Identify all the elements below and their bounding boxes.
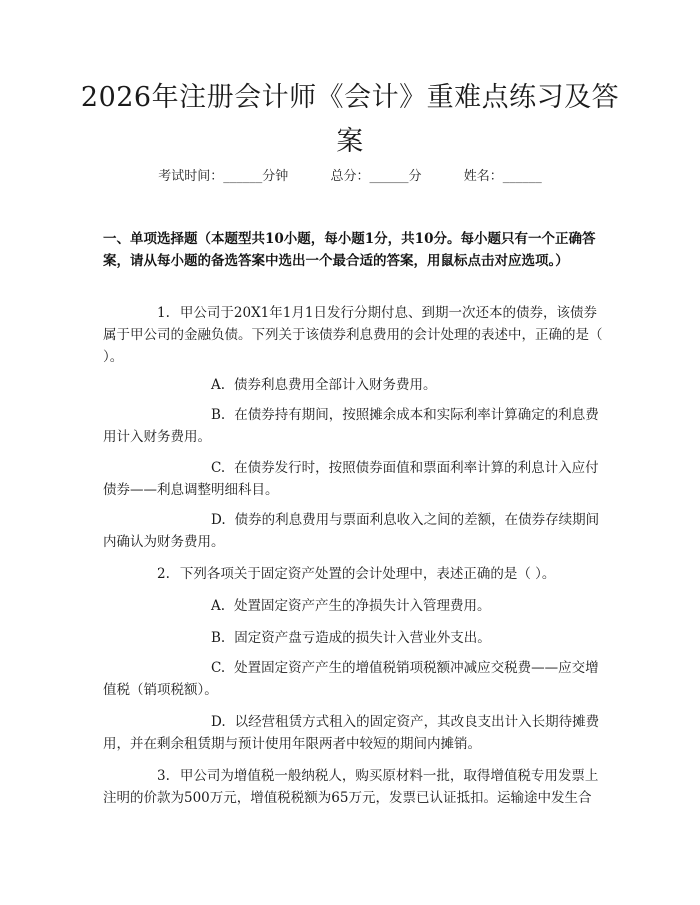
option-text: 在债券持有期间，按照摊余成本和实际利率计算确定的利息费用计入财务费用。 xyxy=(103,407,599,445)
option-letter: B. xyxy=(211,407,226,423)
option-text: 处置固定资产产生的增值税销项税额冲减应交税费——应交增值税（销项税额）。 xyxy=(103,660,599,698)
exam-meta xyxy=(0,167,700,187)
option-letter: C. xyxy=(211,660,226,676)
question-2-option-d[interactable] xyxy=(103,711,603,755)
title-line-1: 2026年注册会计师《会计》重难点练习及答 xyxy=(80,82,620,113)
question-2-option-c[interactable] xyxy=(103,657,603,701)
question-1-option-c[interactable] xyxy=(103,457,603,501)
option-text: 债券利息费用全部计入财务费用。 xyxy=(234,377,437,393)
option-text: 在债券发行时，按照债券面值和票面利率计算的利息计入应付债券——利息调整明细科目。 xyxy=(103,460,599,498)
question-1-stem xyxy=(103,302,603,368)
option-letter: A. xyxy=(211,598,226,614)
question-2-stem xyxy=(103,563,603,585)
total-score-label: 总分：______分 xyxy=(330,169,422,184)
option-text: 以经营租赁方式租入的固定资产，其改良支出计入长期待摊费用，并在剩余租赁期与预计使用年限两者中较短的期间内摊销。 xyxy=(103,714,600,752)
option-letter: D. xyxy=(211,714,226,730)
document-title xyxy=(70,76,630,164)
option-text: 债券的利息费用与票面利息收入之间的差额，在债券存续期间内确认为财务费用。 xyxy=(103,512,600,550)
option-letter: C. xyxy=(211,460,226,476)
option-text: 固定资产盘亏造成的损失计入营业外支出。 xyxy=(234,630,491,646)
question-2-option-a[interactable] xyxy=(103,595,603,617)
question-1-option-d[interactable] xyxy=(103,509,603,553)
question-1-option-b[interactable] xyxy=(103,404,603,448)
exam-time-label: 考试时间：______分钟 xyxy=(158,169,289,184)
question-1-option-a[interactable] xyxy=(103,374,603,396)
option-letter: D. xyxy=(211,512,226,528)
option-letter: A. xyxy=(211,377,226,393)
option-text: 处置固定资产产生的净损失计入管理费用。 xyxy=(234,598,491,614)
question-1-text: 甲公司于20X1年1月1日发行分期付息、到期一次还本的债券，该债券属于甲公司的金融负债。下列关于该债券利息费用的会计处理的表述中，正确的是（ ）。 xyxy=(103,305,603,365)
question-2-option-b[interactable] xyxy=(103,627,603,649)
question-2-number: 2. xyxy=(157,566,170,582)
option-letter: B. xyxy=(211,630,226,646)
question-3-number: 3. xyxy=(157,768,170,784)
name-label: 姓名：______ xyxy=(463,169,542,184)
question-3-text: 甲公司为增值税一般纳税人，购买原材料一批，取得增值税专用发票上注明的价款为500万元，增值税税额为65万元，发票已认证抵扣。运输途中发生合 xyxy=(103,768,599,806)
question-1-number: 1. xyxy=(157,305,170,321)
question-2-text: 下列各项关于固定资产处置的会计处理中，表述正确的是（ ）。 xyxy=(179,566,556,582)
question-3-stem xyxy=(103,765,603,809)
title-line-2: 案 xyxy=(336,126,364,157)
section-heading: 一、单项选择题（本题型共10小题，每小题1分，共10分。每小题只有一个正确答案，请从每小题的备选答案中选出一个最合适的答案，用鼠标点击对应选项。） xyxy=(103,231,596,269)
